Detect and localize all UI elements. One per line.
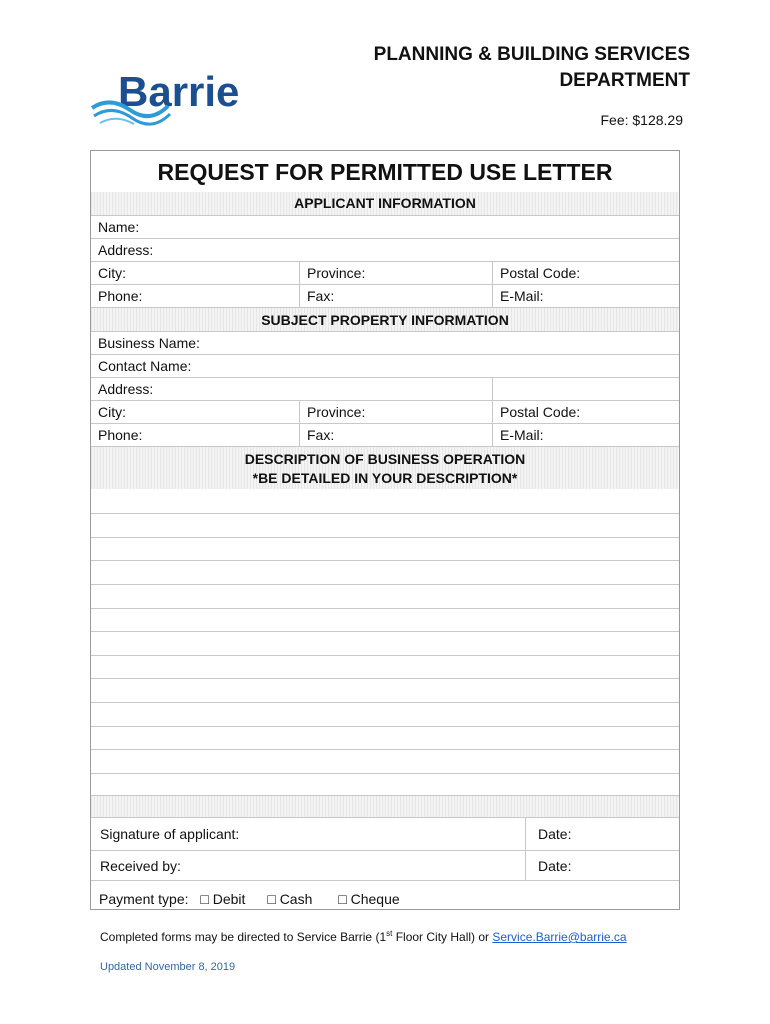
cheque-option[interactable]	[338, 891, 399, 907]
received-row[interactable]	[91, 850, 679, 881]
property-business-label: Business Name:	[98, 335, 200, 351]
fee-text: Fee: $128.29	[600, 112, 683, 128]
barrie-logo	[90, 66, 250, 128]
property-heading: SUBJECT PROPERTY INFORMATION	[91, 307, 679, 332]
description-line	[91, 726, 679, 727]
form-title: REQUEST FOR PERMITTED USE LETTER	[157, 159, 613, 185]
signature-row[interactable]	[91, 817, 679, 851]
applicant-phone-label: Phone:	[98, 288, 143, 304]
property-address-label: Address:	[98, 381, 154, 397]
received-date-label: Date:	[525, 851, 679, 881]
property-city-label: City:	[98, 404, 126, 420]
description-heading	[91, 446, 679, 489]
property-phone-row[interactable]	[91, 423, 679, 447]
email-link[interactable]: Service.Barrie@barrie.ca	[492, 930, 627, 944]
property-contact-label: Contact Name:	[98, 358, 192, 374]
applicant-city-row[interactable]	[91, 261, 679, 285]
property-city-row[interactable]	[91, 400, 679, 424]
permit-form	[90, 150, 680, 910]
property-phone-label: Phone:	[98, 427, 143, 443]
applicant-email-label: E-Mail:	[492, 285, 679, 308]
description-area[interactable]	[91, 489, 679, 795]
payment-row	[99, 891, 400, 907]
description-line	[91, 584, 679, 585]
applicant-heading: APPLICANT INFORMATION	[91, 192, 679, 215]
applicant-name-row[interactable]	[91, 215, 679, 239]
property-contact-row[interactable]	[91, 354, 679, 378]
debit-option[interactable]	[200, 891, 245, 907]
property-business-row[interactable]	[91, 331, 679, 355]
applicant-city-label: City:	[98, 265, 126, 281]
description-line	[91, 678, 679, 679]
description-heading-line2: *BE DETAILED IN YOUR DESCRIPTION*	[252, 470, 518, 486]
property-province-label: Province:	[299, 401, 492, 424]
debit-label: Debit	[212, 891, 246, 907]
description-line	[91, 773, 679, 774]
description-line	[91, 655, 679, 656]
description-line	[91, 608, 679, 609]
description-line	[91, 513, 679, 514]
description-heading-line1: DESCRIPTION OF BUSINESS OPERATION	[244, 451, 526, 467]
updated-date: Updated November 8, 2019	[100, 961, 236, 973]
department-title	[374, 42, 690, 94]
checkbox-icon[interactable]: □	[267, 891, 276, 907]
submission-note	[100, 929, 627, 944]
applicant-name-label: Name:	[98, 219, 140, 235]
note-superscript: st	[386, 929, 393, 938]
applicant-address-row[interactable]	[91, 238, 679, 262]
signature-label: Signature of applicant:	[100, 826, 240, 842]
property-address-row[interactable]	[91, 377, 679, 401]
description-line	[91, 749, 679, 750]
property-email-label: E-Mail:	[492, 424, 679, 447]
cheque-label: Cheque	[350, 891, 400, 907]
signature-date-label: Date:	[525, 818, 679, 851]
checkbox-icon[interactable]: □	[338, 891, 347, 907]
note-text-mid: Floor City Hall) or	[392, 930, 493, 944]
cash-option[interactable]	[267, 891, 312, 907]
applicant-postal-label: Postal Code:	[492, 262, 679, 285]
applicant-phone-row[interactable]	[91, 284, 679, 308]
payment-label: Payment type:	[99, 891, 189, 907]
received-label: Received by:	[100, 858, 181, 874]
cash-label: Cash	[279, 891, 313, 907]
description-line	[91, 537, 679, 538]
property-postal-label: Postal Code:	[492, 401, 679, 424]
description-line	[91, 560, 679, 561]
note-text-start: Completed forms may be directed to Service Barrie (1	[100, 930, 387, 944]
department-line2: DEPARTMENT	[559, 70, 690, 91]
property-address-extra	[492, 378, 679, 401]
payment-divider	[91, 880, 679, 881]
applicant-province-label: Province:	[299, 262, 492, 285]
department-line1: PLANNING & BUILDING SERVICES	[373, 44, 690, 65]
description-footer-band	[91, 795, 679, 818]
logo-text: Barrie	[118, 68, 240, 115]
description-line	[91, 631, 679, 632]
checkbox-icon[interactable]: □	[200, 891, 209, 907]
property-fax-label: Fax:	[299, 424, 492, 447]
description-line	[91, 702, 679, 703]
applicant-address-label: Address:	[98, 242, 154, 258]
applicant-fax-label: Fax:	[299, 285, 492, 308]
